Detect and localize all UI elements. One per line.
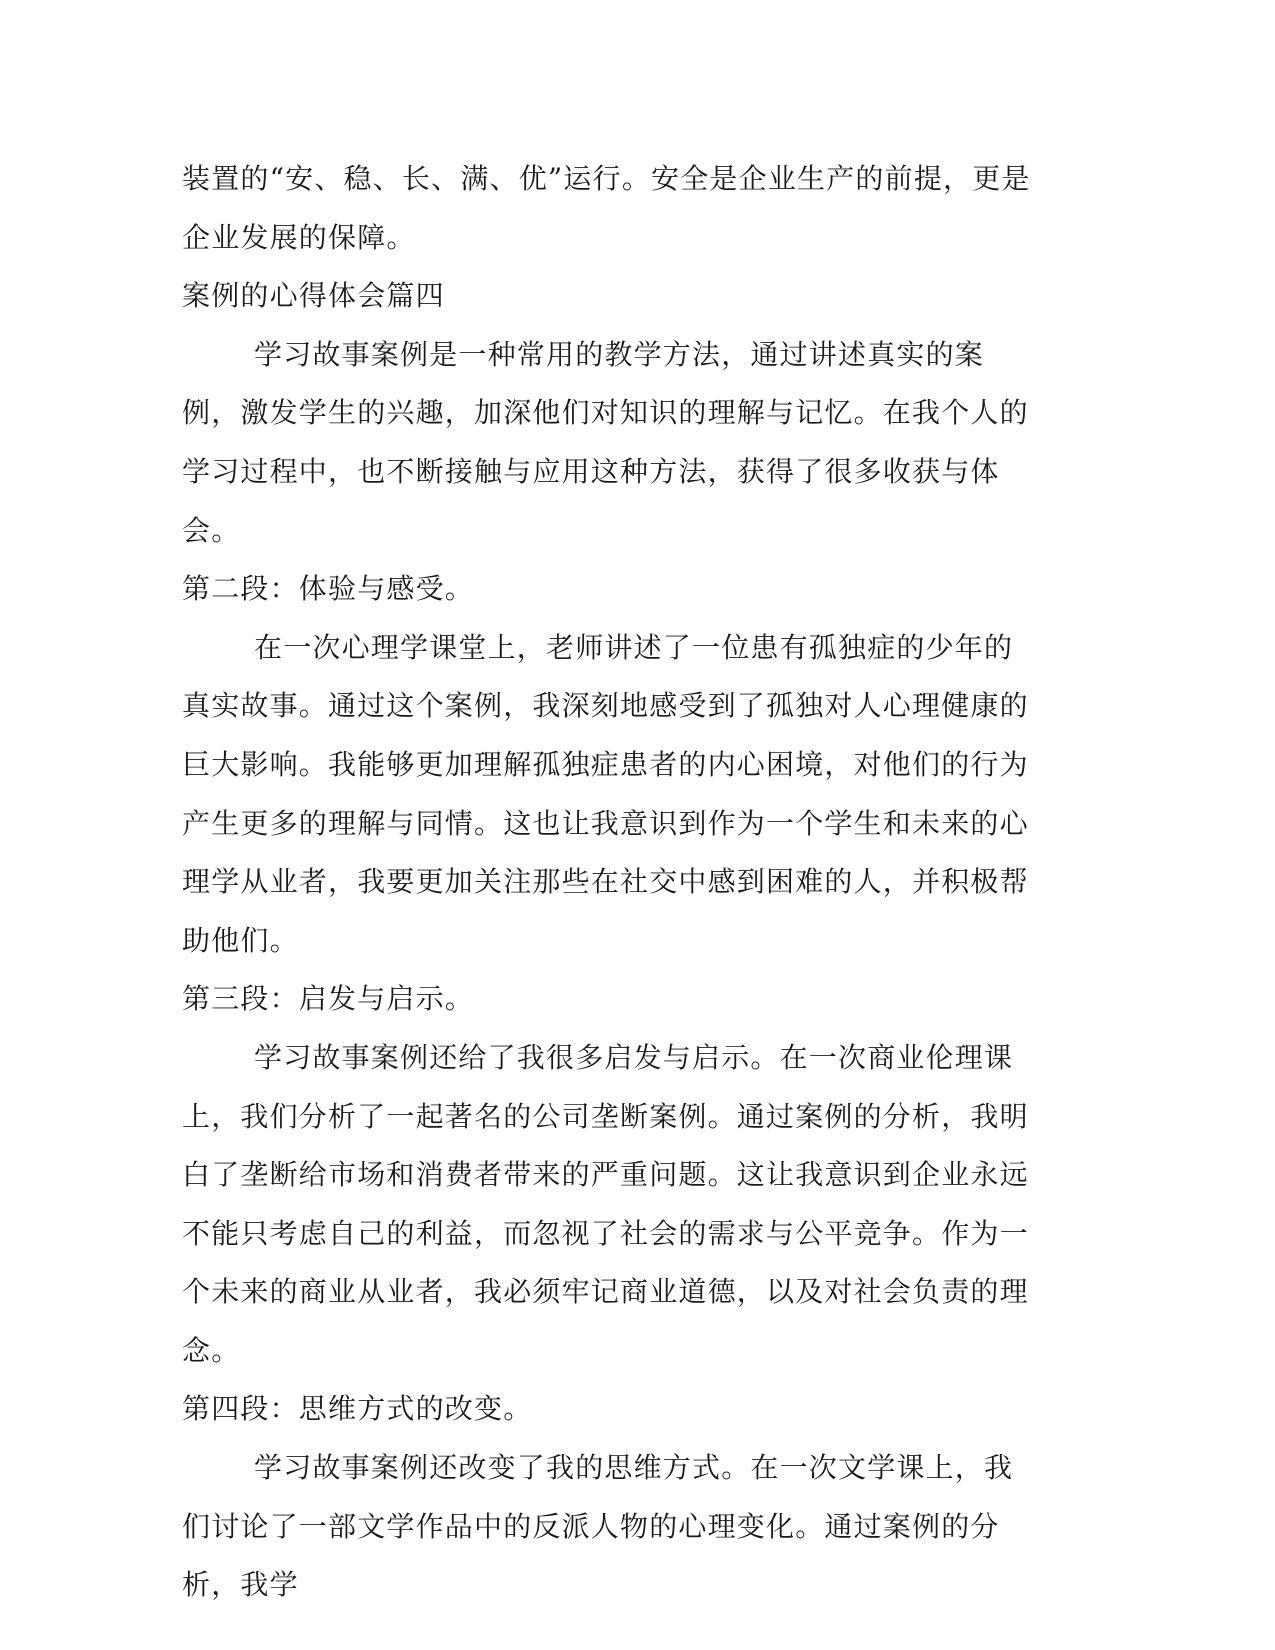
paragraph-thinking: 学习故事案例还改变了我的思维方式。在一次文学课上，我们讨论了一部文学作品中的反派人物的心理变化。通过案例的分析，我学 <box>182 1451 1014 1602</box>
document-body <box>182 150 1032 1615</box>
paragraph-experience: 在一次心理学课堂上，老师讲述了一位患有孤独症的少年的真实故事。通过这个案例，我深刻地感受到了孤独对人心理健康的巨大影响。我能够更加理解孤独症患者的内心困境，对他们的行为产生更多的理解与同情。这也让我意识到作为一个学生和未来的心理学从业者，我要更加关注那些在社交中感到困难的人，并积极帮助他们。 <box>182 630 1029 957</box>
section-heading-3: 第三段：启发与启示。 <box>182 982 475 1016</box>
section-title: 案例的心得体会篇四 <box>182 279 445 313</box>
paragraph-intro: 学习故事案例是一种常用的教学方法，通过讲述真实的案例，激发学生的兴趣，加深他们对知识的理解与记忆。在我个人的学习过程中，也不断接触与应用这种方法，获得了很多收获与体会。 <box>182 337 1029 547</box>
section-heading-4: 第四段：思维方式的改变。 <box>182 1392 533 1426</box>
section-heading-2: 第二段：体验与感受。 <box>182 572 475 606</box>
paragraph-inspiration: 学习故事案例还给了我很多启发与启示。在一次商业伦理课上，我们分析了一起著名的公司垄断案例。通过案例的分析，我明白了垄断给市场和消费者带来的严重问题。这让我意识到企业永远不能只考虑自己的利益，而忽视了社会的需求与公平竞争。作为一个未来的商业从业者，我必须牢记商业道德，以及对社会负责的理念。 <box>182 1040 1029 1367</box>
paragraph-continuation: 装置的“安、稳、长、满、优”运行。安全是企业生产的前提，更是企业发展的保障。 <box>182 162 1031 254</box>
